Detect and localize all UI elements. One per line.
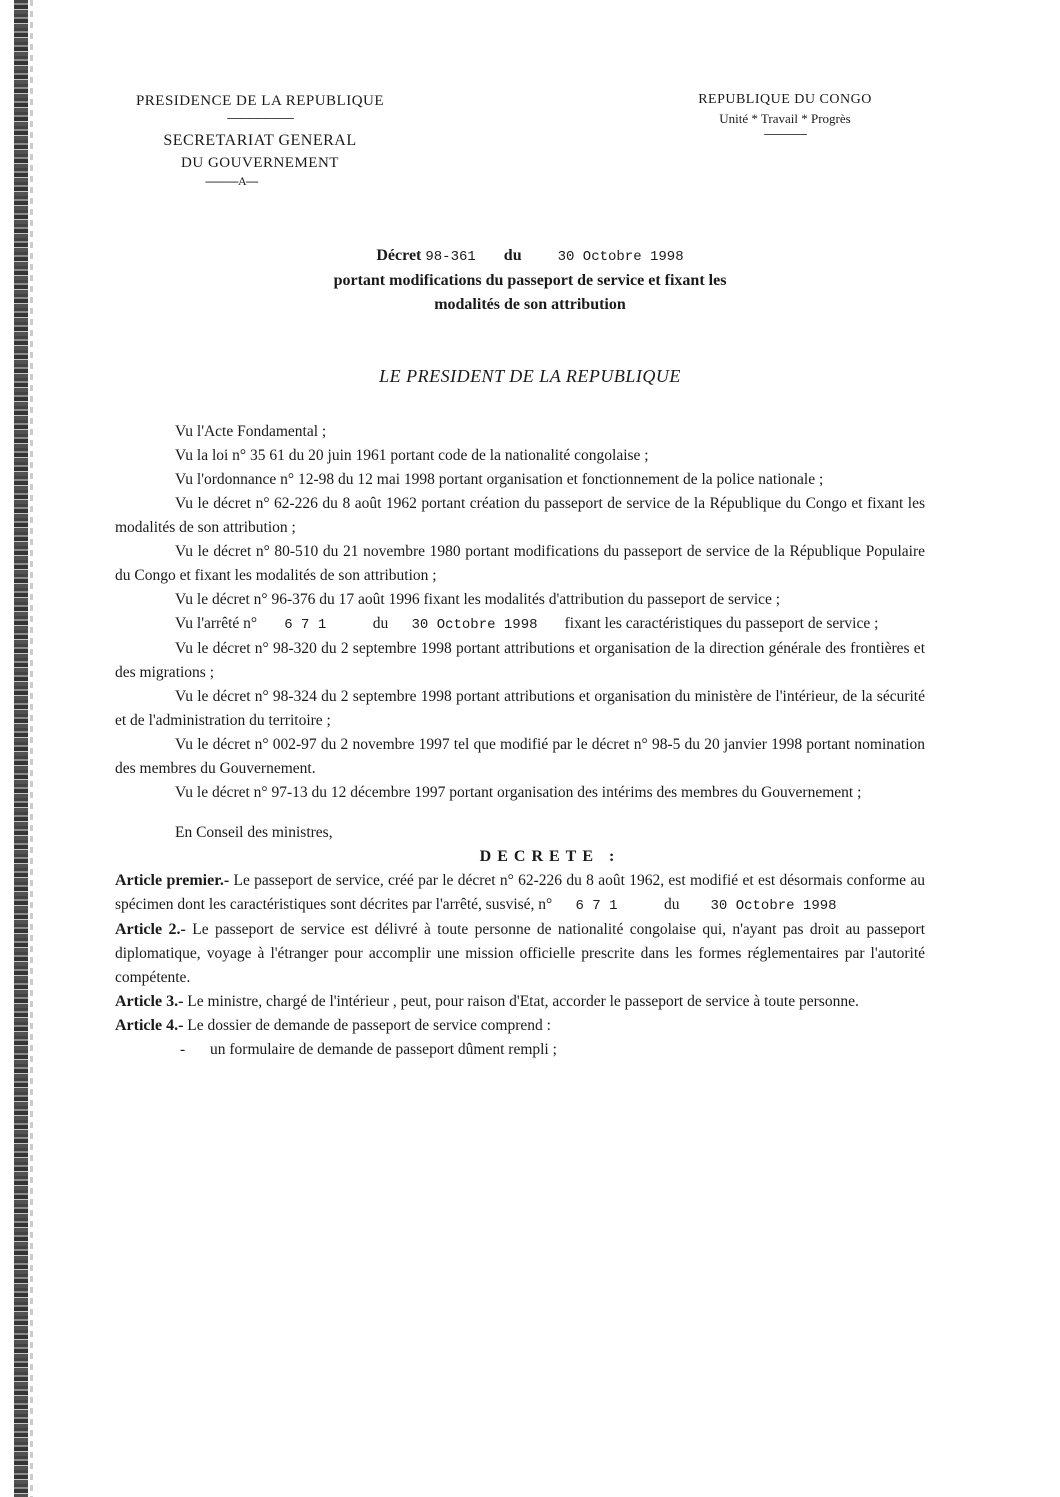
list-dash: - [180, 1041, 186, 1058]
visa-8: Vu le décret n° 98-320 du 2 septembre 1998 portant attributions et organisation de la direction générale des frontières et des migrations ; [115, 640, 925, 681]
decret-number: 98-361 [425, 249, 476, 265]
visa-7-du: du [372, 615, 389, 632]
article-4 [115, 1014, 925, 1038]
decret-label: Décret [376, 247, 422, 264]
decret-date: 30 Octobre 1998 [557, 249, 684, 265]
visa-7-pre: Vu l'arrêté n° [175, 615, 258, 632]
visa-7 [115, 612, 925, 637]
article-2-label: Article 2.- [115, 921, 186, 938]
article-3 [115, 990, 925, 1014]
visa-9: Vu le décret n° 98-324 du 2 septembre 1998 portant attributions et organisation du ministère de l'intérieur, de la sécurité et de l'administration du territoire ; [115, 688, 925, 729]
gouvernement-label: DU GOUVERNEMENT [181, 155, 339, 171]
visa-7-date: 30 Octobre 1998 [411, 617, 538, 633]
article-4-text: Le dossier de demande de passeport de service comprend : [187, 1017, 551, 1034]
article-3-label: Article 3.- [115, 993, 184, 1010]
decree-title [230, 244, 830, 317]
visa-2: Vu la loi n° 35 61 du 20 juin 1961 portant code de la nationalité congolaise ; [175, 447, 649, 464]
article-1-du: du [664, 896, 680, 913]
header-separator: ------------------------- [226, 112, 294, 124]
header-left [110, 90, 410, 188]
visa-3: Vu l'ordonnance n° 12-98 du 12 mai 1998 portant organisation et fonctionnement de la police nationale ; [175, 471, 824, 488]
article-3-text: Le ministre, chargé de l'intérieur , peut, pour raison d'Etat, accorder le passeport de service à toute personne. [187, 993, 859, 1010]
motto: Unité * Travail * Progrès [719, 111, 851, 126]
article-1 [115, 869, 925, 918]
article-1-text: Le passeport de service, créé par le décret n° 62-226 du 8 août 1962, est modifié et est désormais conforme au spécimen dont les caractéristiques sont décrites par l'arrêté, susvisé, n° [115, 872, 925, 913]
header-right-separator: ---------------- [763, 128, 807, 140]
visa-7-post: fixant les caractéristiques du passeport de service ; [564, 615, 879, 632]
republique-label: REPUBLIQUE DU CONGO [698, 92, 872, 107]
article-2 [115, 918, 925, 990]
header-separator-2: -----------A---- [205, 174, 258, 188]
scan-edge-artifact [14, 0, 28, 1497]
decree-title-line3: modalités de son attribution [434, 296, 626, 313]
scan-edge-artifact-2 [30, 0, 33, 1497]
decree-title-line2: portant modifications du passeport de service et fixant les [333, 272, 727, 289]
article-4-item-1-text: un formulaire de demande de passeport dûment rempli ; [210, 1041, 557, 1058]
decrete-heading: DECRETE : [479, 848, 621, 865]
visa-4: Vu le décret n° 62-226 du 8 août 1962 portant création du passeport de service de la République du Congo et fixant les modalités de son attribution ; [115, 495, 925, 536]
conseil-des-ministres: En Conseil des ministres, [175, 824, 333, 841]
visa-10: Vu le décret n° 002-97 du 2 novembre 1997 tel que modifié par le décret n° 98-5 du 20 janvier 1998 portant nomination des membres du Gouvernement. [115, 736, 925, 777]
visa-11: Vu le décret n° 97-13 du 12 décembre 1997 portant organisation des intérims des membres du Gouvernement ; [175, 784, 862, 801]
secretariat-label: SECRETARIAT GENERAL [163, 132, 357, 149]
article-1-label: Article premier.- [115, 872, 230, 889]
visa-6: Vu le décret n° 96-376 du 17 août 1996 fixant les modalités d'attribution du passeport de service ; [175, 591, 781, 608]
article-4-item-1 [115, 1038, 925, 1062]
article-2-text: Le passeport de service est délivré à toute personne de nationalité congolaise qui, n'ayant pas droit au passeport diplomatique, voyage à l'étranger pour accomplir une mission officielle prescrite dans les formes réglementaires par l'autorité compétente. [115, 921, 926, 986]
visa-1: Vu l'Acte Fondamental ; [175, 423, 327, 440]
visa-7-number: 6 7 1 [284, 617, 327, 633]
visa-5: Vu le décret n° 80-510 du 21 novembre 1980 portant modifications du passeport de service de la République Populaire du Congo et fixant les modalités de son attribution ; [115, 543, 925, 584]
decret-du: du [503, 247, 522, 264]
president-heading: LE PRESIDENT DE LA REPUBLIQUE [379, 366, 681, 386]
article-4-label: Article 4.- [115, 1017, 184, 1034]
article-1-date: 30 Octobre 1998 [710, 898, 837, 914]
article-1-number: 6 7 1 [575, 898, 618, 914]
decree-body [115, 420, 925, 1062]
header-right [660, 90, 910, 140]
decree-title-line1 [230, 244, 830, 269]
presidence-label: PRESIDENCE DE LA REPUBLIQUE [135, 93, 385, 109]
